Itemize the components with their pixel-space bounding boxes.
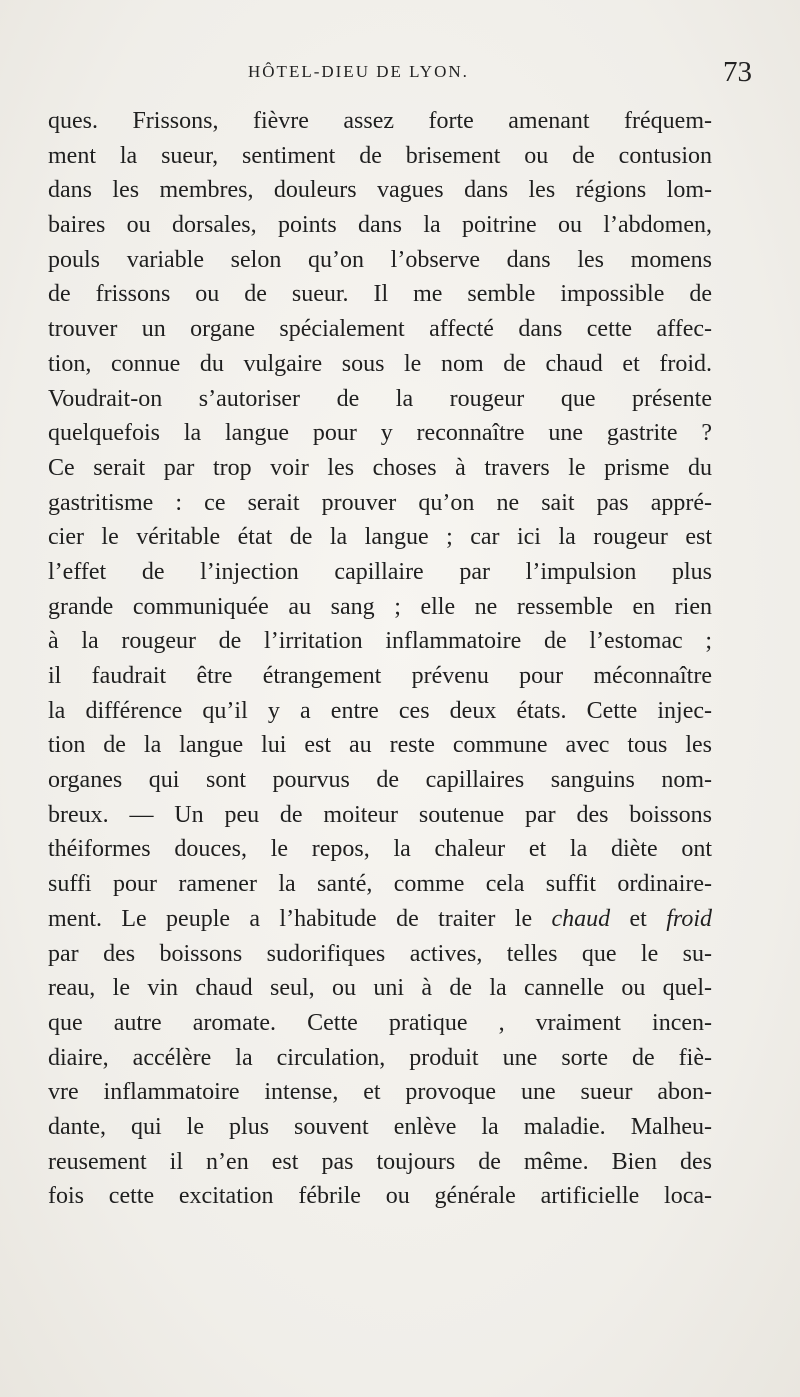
text-line: par des boissons sudorifiques actives, telles que le su- [48,940,712,967]
running-head [0,56,800,88]
text-line: à la rougeur de l’irritation inflammatoire de l’estomac ; [48,628,712,655]
italic-term: froid [666,905,713,932]
text-line: breux. — Un peu de moiteur soutenue par des boissons [48,801,712,828]
text-line: trouver un organe spécialement affecté dans cette affec- [48,316,712,343]
text-line: tion de la langue lui est au reste commune avec tous les [48,732,712,759]
text-line: tion, connue du vulgaire sous le nom de chaud et froid. [48,350,712,377]
page-number: 73 [723,56,752,88]
text-line: fois cette excitation fébrile ou générale artificielle loca- [48,1183,712,1210]
text-line: quelquefois la langue pour y reconnaître une gastrite ? [48,420,712,447]
text-segment: et [610,905,667,932]
body-text [48,104,712,1214]
text-line: ment la sueur, sentiment de brisement ou de contusion [48,142,712,169]
text-line: pouls variable selon qu’on l’observe dans les momens [48,246,712,273]
text-line: il faudrait être étrangement prévenu pour méconnaître [48,663,712,689]
text-line: diaire, accélère la circulation, produit une sorte de fiè- [48,1044,712,1071]
text-line: que autre aromate. Cette pratique , vraiment incen- [48,1009,712,1036]
text-segment: ment. Le peuple a l’habitude de traiter le [48,905,533,932]
text-line: l’effet de l’injection capillaire par l’impulsion plus [48,558,712,585]
running-head-title: HÔTEL-DIEU DE LYON. [248,62,469,81]
italic-term: chaud [551,905,611,932]
text-line: théiformes douces, le repos, la chaleur et la diète ont [48,836,712,863]
text-line: dans les membres, douleurs vagues dans les régions lom- [48,177,712,204]
text-line: vre inflammatoire intense, et provoque une sueur abon- [48,1079,712,1106]
text-line: Ce serait par trop voir les choses à travers le prisme du [48,454,712,481]
text-line: reau, le vin chaud seul, ou uni à de la cannelle ou quel- [48,975,712,1002]
text-line: cier le véritable état de la langue ; car ici la rougeur est [48,524,712,551]
text-line: de frissons ou de sueur. Il me semble impossible de [48,281,712,308]
text-line: gastritisme : ce serait prouver qu’on ne sait pas appré- [48,489,712,516]
text-line: reusement il n’en est pas toujours de même. Bien des [48,1148,712,1175]
text-line: baires ou dorsales, points dans la poitrine ou l’abdomen, [48,212,712,239]
text-line: Voudrait-on s’autoriser de la rougeur que présente [48,385,712,412]
text-line: la différence qu’il y a entre ces deux états. Cette injec- [48,697,712,724]
text-line: suffi pour ramener la santé, comme cela suffit ordinaire- [48,871,712,898]
text-line-mixed [48,902,712,937]
text-line: grande communiquée au sang ; elle ne ressemble en rien [48,593,712,620]
text-line: ques. Frissons, fièvre assez forte amenant fréquem- [48,108,712,134]
text-line: dante, qui le plus souvent enlève la maladie. Malheu- [48,1113,712,1140]
text-line: organes qui sont pourvus de capillaires sanguins nom- [48,767,712,794]
